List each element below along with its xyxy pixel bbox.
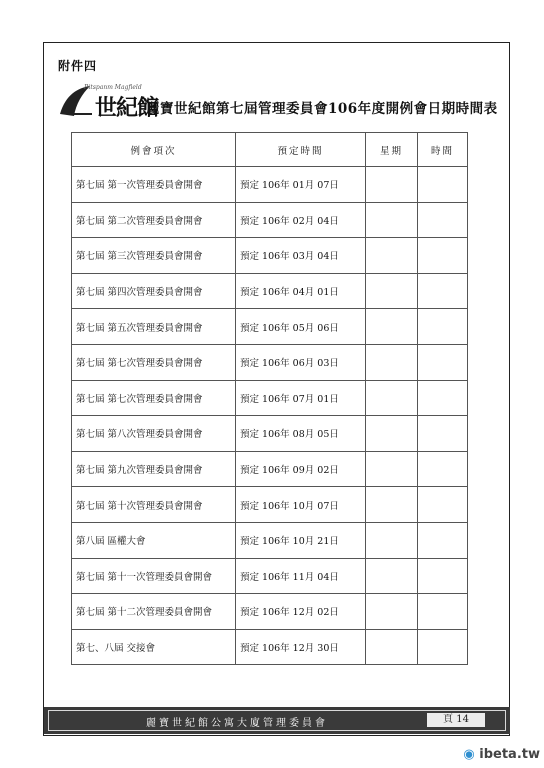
table-row	[72, 167, 468, 203]
cell-time	[418, 629, 468, 665]
cell-scheduled-time: 預定 106年 11月 04日	[236, 558, 366, 594]
cell-time	[418, 344, 468, 380]
cell-weekday	[366, 309, 418, 345]
cell-scheduled-time: 預定 106年 08月 05日	[236, 416, 366, 452]
table-row	[72, 487, 468, 523]
cell-weekday	[366, 451, 418, 487]
cell-weekday	[366, 344, 418, 380]
cell-item: 第七屆 第七次管理委員會開會	[72, 344, 236, 380]
footer-bar	[44, 707, 510, 734]
cell-weekday	[366, 167, 418, 203]
table-row	[72, 380, 468, 416]
cell-time	[418, 309, 468, 345]
cell-scheduled-time: 預定 106年 09月 02日	[236, 451, 366, 487]
cell-item: 第七屆 第七次管理委員會開會	[72, 380, 236, 416]
table-row	[72, 522, 468, 558]
cell-scheduled-time: 預定 106年 12月 30日	[236, 629, 366, 665]
cell-item: 第七屆 第四次管理委員會開會	[72, 273, 236, 309]
cell-scheduled-time: 預定 106年 10月 21日	[236, 522, 366, 558]
cell-time	[418, 522, 468, 558]
cell-weekday	[366, 380, 418, 416]
cell-scheduled-time: 預定 106年 10月 07日	[236, 487, 366, 523]
table-row	[72, 202, 468, 238]
cell-scheduled-time: 預定 106年 01月 07日	[236, 167, 366, 203]
cell-time	[418, 451, 468, 487]
cell-weekday	[366, 558, 418, 594]
cell-scheduled-time: 預定 106年 05月 06日	[236, 309, 366, 345]
cell-scheduled-time: 預定 106年 04月 01日	[236, 273, 366, 309]
table-row	[72, 558, 468, 594]
table-row	[72, 629, 468, 665]
cell-time	[418, 594, 468, 630]
header-scheduled-time: 預定時間	[236, 133, 366, 167]
logo-text: 世紀館	[95, 95, 159, 121]
schedule-table	[71, 132, 468, 665]
cell-time	[418, 202, 468, 238]
cell-scheduled-time: 預定 106年 07月 01日	[236, 380, 366, 416]
cell-scheduled-time: 預定 106年 12月 02日	[236, 594, 366, 630]
cell-item: 第七屆 第三次管理委員會開會	[72, 238, 236, 274]
logo-subtitle: Ritspanm Magfield	[84, 84, 142, 91]
cell-time	[418, 238, 468, 274]
table-row	[72, 273, 468, 309]
page-number: 頁 14	[427, 713, 485, 727]
header-time: 時間	[418, 133, 468, 167]
cell-item: 第七屆 第九次管理委員會開會	[72, 451, 236, 487]
cell-scheduled-time: 預定 106年 02月 04日	[236, 202, 366, 238]
table-row	[72, 594, 468, 630]
cell-weekday	[366, 238, 418, 274]
cell-item: 第七屆 第一次管理委員會開會	[72, 167, 236, 203]
table-row	[72, 238, 468, 274]
table-row	[72, 416, 468, 452]
cell-weekday	[366, 487, 418, 523]
header-weekday: 星期	[366, 133, 418, 167]
cell-item: 第七屆 第十一次管理委員會開會	[72, 558, 236, 594]
cell-item: 第七屆 第十二次管理委員會開會	[72, 594, 236, 630]
cell-weekday	[366, 273, 418, 309]
cell-time	[418, 487, 468, 523]
cell-item: 第七屆 第五次管理委員會開會	[72, 309, 236, 345]
document-title: 麗寶世紀館第七屆管理委員會106年度開例會日期時間表	[146, 101, 498, 117]
cell-weekday	[366, 522, 418, 558]
cell-time	[418, 558, 468, 594]
cell-item: 第七屆 第十次管理委員會開會	[72, 487, 236, 523]
cell-time	[418, 380, 468, 416]
cell-time	[418, 416, 468, 452]
attachment-label: 附件四	[58, 59, 98, 73]
watermark-icon: ◉	[463, 747, 475, 762]
cell-item: 第七、八屆 交接會	[72, 629, 236, 665]
table-row	[72, 344, 468, 380]
cell-time	[418, 273, 468, 309]
cell-scheduled-time: 預定 106年 06月 03日	[236, 344, 366, 380]
cell-item: 第七屆 第八次管理委員會開會	[72, 416, 236, 452]
cell-weekday	[366, 629, 418, 665]
cell-item: 第七屆 第二次管理委員會開會	[72, 202, 236, 238]
table-row	[72, 451, 468, 487]
watermark-text: ibeta.tw	[479, 747, 540, 762]
header-item: 例會項次	[72, 133, 236, 167]
cell-weekday	[366, 202, 418, 238]
cell-weekday	[366, 416, 418, 452]
cell-item: 第八屆 區權大會	[72, 522, 236, 558]
table-row	[72, 309, 468, 345]
watermark	[463, 747, 540, 762]
footer-committee-name: 麗寶世紀館公寓大廈管理委員會	[146, 718, 328, 729]
cell-weekday	[366, 594, 418, 630]
cell-scheduled-time: 預定 106年 03月 04日	[236, 238, 366, 274]
cell-time	[418, 167, 468, 203]
table-header-row	[72, 133, 468, 167]
